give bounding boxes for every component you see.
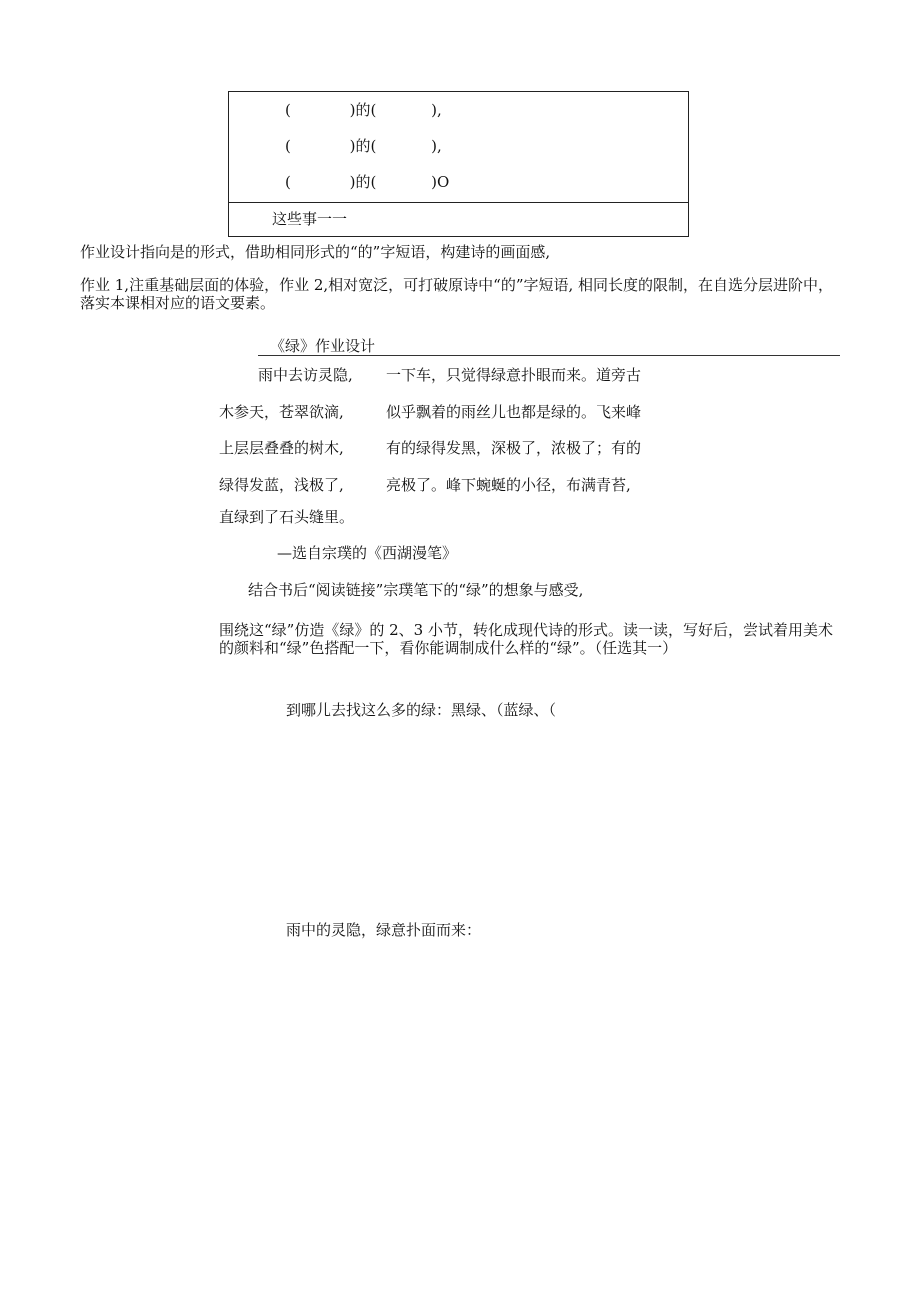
task-body: 围绕这“绿”仿造《绿》的 2、3 小节，转化成现代诗的形式。读一读，写好后，尝试着用美术的颜料和“绿”色搭配一下，看你能调制成什么样的“绿”。（任选其一） xyxy=(219,621,833,657)
close-paren: ), xyxy=(431,101,442,119)
task-prompt-2: 雨中的灵隐，绿意扑面而来： xyxy=(286,921,482,939)
excerpt-left-1: 雨中去访灵隐, xyxy=(258,366,353,384)
excerpt-left-2: 木参天，苍翠欲滴, xyxy=(219,403,344,421)
excerpt-left-4: 绿得发蓝，浅极了, xyxy=(219,476,344,494)
excerpt-left-3: 上层层叠叠的树木, xyxy=(219,439,344,457)
task-prompt-1: 到哪儿去找这么多的绿：黑绿、（蓝绿、（ xyxy=(286,701,557,719)
fill-row-2 xyxy=(285,137,442,155)
excerpt-right-1: 一下车，只觉得绿意扑眼而来。道旁古 xyxy=(386,366,642,384)
close-paren: ), xyxy=(431,137,442,155)
connector: )的( xyxy=(349,101,377,119)
excerpt-right-2: 似乎飘着的雨丝儿也都是绿的。飞来峰 xyxy=(386,403,642,421)
close-paren: )O xyxy=(431,173,450,191)
design-note-1: 作业设计指向是的形式，借助相同形式的“的”字短语，构建诗的画面感, xyxy=(80,243,551,261)
excerpt-right-3: 有的绿得发黑，深极了，浓极了；有的 xyxy=(386,439,642,457)
open-paren: ( xyxy=(285,101,291,119)
table-divider xyxy=(229,202,688,203)
design-note-2: 作业 1,注重基础层面的体验，作业 2,相对宽泛，可打破原诗中“的”字短语, 相同长度的限制，在自选分层进阶中，落实本课相对应的语文要素。 xyxy=(80,276,834,312)
open-paren: ( xyxy=(285,137,291,155)
connector: )的( xyxy=(349,173,377,191)
excerpt-right-4: 亮极了。峰下蜿蜒的小径，布满青苔, xyxy=(386,476,631,494)
fill-row-1 xyxy=(285,101,442,119)
connector: )的( xyxy=(349,137,377,155)
task-intro: 结合书后“阅读链接”宗璞笔下的“绿”的想象与感受, xyxy=(248,581,584,599)
open-paren: ( xyxy=(285,173,291,191)
section-title: 《绿》作业设计 xyxy=(270,337,376,355)
fill-row-3 xyxy=(285,173,449,191)
table-footer: 这些事一一 xyxy=(272,210,348,228)
fill-in-table xyxy=(228,91,689,237)
title-underline xyxy=(258,355,840,356)
excerpt-last-line: 直绿到了石头缝里。 xyxy=(219,508,355,526)
excerpt-source: —选自宗璞的《西湖漫笔》 xyxy=(277,544,458,562)
